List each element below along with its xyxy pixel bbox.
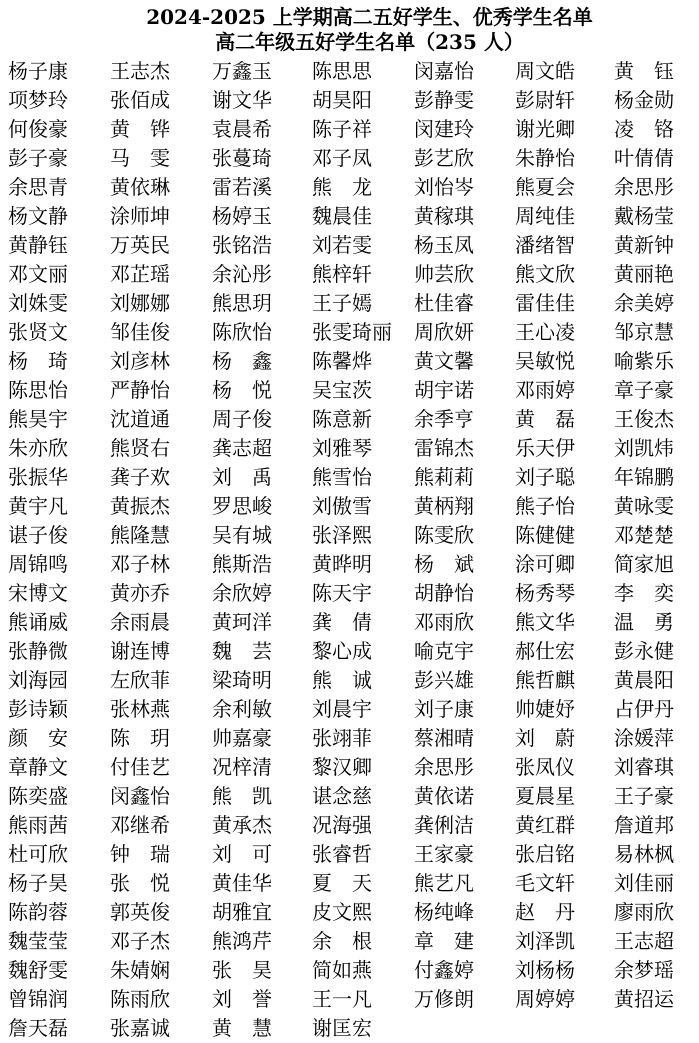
student-name: 黄 铧 — [110, 117, 170, 141]
student-name: 张铭浩 — [212, 233, 272, 257]
student-name: 余季亨 — [414, 407, 474, 431]
name-row — [0, 260, 699, 289]
student-name: 熊鸿芹 — [212, 929, 272, 953]
name-row — [0, 869, 699, 898]
student-name: 帅嘉豪 — [212, 726, 272, 750]
student-name: 雷锦杰 — [414, 436, 474, 460]
student-name: 梁琦明 — [212, 668, 272, 692]
student-name: 项梦玲 — [8, 88, 68, 112]
student-name: 陈意新 — [312, 407, 372, 431]
student-name: 皮文熙 — [312, 900, 372, 924]
student-name: 熊文华 — [515, 610, 575, 634]
student-name: 黄亦乔 — [110, 581, 170, 605]
student-name: 杨子康 — [8, 59, 68, 83]
student-name: 谢光卿 — [515, 117, 575, 141]
student-name: 邓楚楚 — [614, 523, 674, 547]
student-name: 邓子凤 — [312, 146, 372, 170]
student-name: 万英民 — [110, 233, 170, 257]
student-name: 熊雪怡 — [312, 465, 372, 489]
student-name: 张贤文 — [8, 320, 68, 344]
name-row — [0, 57, 699, 86]
student-name: 付鑫婷 — [414, 958, 474, 982]
student-name: 杨 悦 — [212, 378, 272, 402]
student-name: 刘凯炜 — [614, 436, 674, 460]
student-name: 邓子杰 — [110, 929, 170, 953]
student-name: 魏舒雯 — [8, 958, 68, 982]
student-name: 余思彤 — [614, 175, 674, 199]
name-row — [0, 608, 699, 637]
student-name: 帅婕妤 — [515, 697, 575, 721]
name-row — [0, 550, 699, 579]
name-row — [0, 637, 699, 666]
student-name: 颜 安 — [8, 726, 68, 750]
name-row — [0, 666, 699, 695]
student-name: 章 建 — [414, 929, 474, 953]
student-name: 熊夏会 — [515, 175, 575, 199]
student-name: 黄佳华 — [212, 871, 272, 895]
student-name: 余 根 — [312, 929, 372, 953]
student-name: 戴杨莹 — [614, 204, 674, 228]
student-name: 黄咏雯 — [614, 494, 674, 518]
student-name: 彭子豪 — [8, 146, 68, 170]
student-name: 张睿哲 — [312, 842, 372, 866]
student-name: 余梦瑶 — [614, 958, 674, 982]
student-name: 刘泽凯 — [515, 929, 575, 953]
name-row — [0, 782, 699, 811]
name-row — [0, 811, 699, 840]
student-name: 朱静怡 — [515, 146, 575, 170]
student-name: 熊斯浩 — [212, 552, 272, 576]
student-name: 黄静钰 — [8, 233, 68, 257]
student-name: 刘晨宇 — [312, 697, 372, 721]
student-name: 张启铭 — [515, 842, 575, 866]
student-name: 杨婷玉 — [212, 204, 272, 228]
name-row — [0, 173, 699, 202]
student-name: 闵嘉怡 — [414, 59, 474, 83]
student-name: 叶倩倩 — [614, 146, 674, 170]
student-name: 张 昊 — [212, 958, 272, 982]
name-row — [0, 405, 699, 434]
student-name: 余雨晨 — [110, 610, 170, 634]
student-name: 简家旭 — [614, 552, 674, 576]
student-name: 刘若雯 — [312, 233, 372, 257]
student-name: 陈思思 — [312, 59, 372, 83]
student-name: 黄红群 — [515, 813, 575, 837]
student-name: 杨秀琴 — [515, 581, 575, 605]
student-name: 朱婧娴 — [110, 958, 170, 982]
student-name: 严静怡 — [110, 378, 170, 402]
student-name: 章静文 — [8, 755, 68, 779]
student-name: 易林枫 — [614, 842, 674, 866]
student-name: 陈雯欣 — [414, 523, 474, 547]
student-name: 王子嫣 — [312, 291, 372, 315]
student-name: 刘海园 — [8, 668, 68, 692]
student-name: 涂媛萍 — [614, 726, 674, 750]
student-name: 熊 诚 — [312, 668, 372, 692]
student-name: 钟 瑞 — [110, 842, 170, 866]
name-row — [0, 318, 699, 347]
name-row — [0, 956, 699, 985]
student-name: 熊诵威 — [8, 610, 68, 634]
student-name: 杨文静 — [8, 204, 68, 228]
student-name: 张嘉诚 — [110, 1016, 170, 1040]
student-name: 熊哲麒 — [515, 668, 575, 692]
student-name: 占伊丹 — [614, 697, 674, 721]
student-name: 黄柄翔 — [414, 494, 474, 518]
student-name: 魏 芸 — [212, 639, 272, 663]
student-name: 陈欣怡 — [212, 320, 272, 344]
name-row — [0, 86, 699, 115]
student-name: 杨 斌 — [414, 552, 474, 576]
student-name: 熊 龙 — [312, 175, 372, 199]
student-name: 潘绪智 — [515, 233, 575, 257]
student-name: 陈天宇 — [312, 581, 372, 605]
student-name: 陈馨烨 — [312, 349, 372, 373]
student-name: 杜可欣 — [8, 842, 68, 866]
student-name: 张 悦 — [110, 871, 170, 895]
student-name: 熊思玥 — [212, 291, 272, 315]
student-name: 詹道邦 — [614, 813, 674, 837]
student-name: 魏莹莹 — [8, 929, 68, 953]
student-name: 黄珂洋 — [212, 610, 272, 634]
student-name: 邓芷瑶 — [110, 262, 170, 286]
student-name: 刘子康 — [414, 697, 474, 721]
student-name: 黄依琳 — [110, 175, 170, 199]
student-name: 余思彤 — [414, 755, 474, 779]
student-name: 万鑫玉 — [212, 59, 272, 83]
student-name: 袁晨希 — [212, 117, 272, 141]
student-name: 李 奕 — [614, 581, 674, 605]
student-name: 邓雨欣 — [414, 610, 474, 634]
student-name: 帅芸欣 — [414, 262, 474, 286]
student-name: 何俊豪 — [8, 117, 68, 141]
student-name: 王心凌 — [515, 320, 575, 344]
student-name: 罗思峻 — [212, 494, 272, 518]
student-name: 谌念慈 — [312, 784, 372, 808]
student-name: 凌 铬 — [614, 117, 674, 141]
student-name: 熊子怡 — [515, 494, 575, 518]
student-name: 黄招运 — [614, 987, 674, 1011]
student-name: 陈子祥 — [312, 117, 372, 141]
student-name: 黄文馨 — [414, 349, 474, 373]
student-name: 陈奕盛 — [8, 784, 68, 808]
student-name: 张凤仪 — [515, 755, 575, 779]
student-name: 陈思怡 — [8, 378, 68, 402]
student-name: 杨子昊 — [8, 871, 68, 895]
student-name: 熊隆慧 — [110, 523, 170, 547]
student-name: 朱亦欣 — [8, 436, 68, 460]
student-name: 陈 玥 — [110, 726, 170, 750]
student-name: 毛文轩 — [515, 871, 575, 895]
name-row — [0, 231, 699, 260]
name-row — [0, 985, 699, 1014]
student-name: 刘怡岑 — [414, 175, 474, 199]
student-name: 张佰成 — [110, 88, 170, 112]
name-row — [0, 492, 699, 521]
student-name: 谌子俊 — [8, 523, 68, 547]
student-name: 余思青 — [8, 175, 68, 199]
student-name: 胡昊阳 — [312, 88, 372, 112]
student-name: 付佳艺 — [110, 755, 170, 779]
student-name: 彭兴雄 — [414, 668, 474, 692]
student-name: 陈雨欣 — [110, 987, 170, 1011]
student-name: 左欣菲 — [110, 668, 170, 692]
name-row — [0, 289, 699, 318]
student-name: 王一凡 — [312, 987, 372, 1011]
name-row — [0, 376, 699, 405]
student-name: 刘睿琪 — [614, 755, 674, 779]
student-name: 邹佳俊 — [110, 320, 170, 344]
name-row — [0, 724, 699, 753]
student-name: 彭诗颖 — [8, 697, 68, 721]
student-name: 沈道通 — [110, 407, 170, 431]
student-name: 闵鑫怡 — [110, 784, 170, 808]
student-name: 彭静雯 — [414, 88, 474, 112]
student-name: 郝仕宏 — [515, 639, 575, 663]
student-name: 龚子欢 — [110, 465, 170, 489]
name-row — [0, 898, 699, 927]
student-name: 万修朗 — [414, 987, 474, 1011]
name-row — [0, 434, 699, 463]
student-name: 涂可卿 — [515, 552, 575, 576]
student-name: 熊文欣 — [515, 262, 575, 286]
student-name: 刘杨杨 — [515, 958, 575, 982]
student-name: 邓子林 — [110, 552, 170, 576]
student-name: 王志杰 — [110, 59, 170, 83]
name-row — [0, 753, 699, 782]
student-name: 谢连博 — [110, 639, 170, 663]
student-name: 黄 慧 — [212, 1016, 272, 1040]
student-name: 黄 磊 — [515, 407, 575, 431]
student-name: 夏晨星 — [515, 784, 575, 808]
name-row — [0, 579, 699, 608]
student-name: 周子俊 — [212, 407, 272, 431]
student-name: 刘彦林 — [110, 349, 170, 373]
student-name: 王志超 — [614, 929, 674, 953]
student-name: 龚俐洁 — [414, 813, 474, 837]
name-row — [0, 347, 699, 376]
student-name: 刘佳丽 — [614, 871, 674, 895]
student-name: 马 雯 — [110, 146, 170, 170]
student-name: 杨 琦 — [8, 349, 68, 373]
name-row — [0, 927, 699, 956]
student-name: 闵建玲 — [414, 117, 474, 141]
student-name: 胡宇诺 — [414, 378, 474, 402]
student-name: 陈健健 — [515, 523, 575, 547]
student-name: 曾锦润 — [8, 987, 68, 1011]
student-name: 黄宇凡 — [8, 494, 68, 518]
student-name: 王子豪 — [614, 784, 674, 808]
student-name: 龚志超 — [212, 436, 272, 460]
student-name: 余美婷 — [614, 291, 674, 315]
student-name: 章子豪 — [614, 378, 674, 402]
name-row — [0, 463, 699, 492]
student-name: 周欣妍 — [414, 320, 474, 344]
student-name: 郭英俊 — [110, 900, 170, 924]
student-name: 黄晨阳 — [614, 668, 674, 692]
student-name: 温 勇 — [614, 610, 674, 634]
student-name: 黄晔明 — [312, 552, 372, 576]
student-name: 熊 凯 — [212, 784, 272, 808]
student-name: 王俊杰 — [614, 407, 674, 431]
student-name: 黄 钰 — [614, 59, 674, 83]
student-name: 刘雅琴 — [312, 436, 372, 460]
student-name: 况梓清 — [212, 755, 272, 779]
student-name: 黄振杰 — [110, 494, 170, 518]
student-name: 周婷婷 — [515, 987, 575, 1011]
student-name: 周文皓 — [515, 59, 575, 83]
student-name: 张静微 — [8, 639, 68, 663]
student-name: 黄稼琪 — [414, 204, 474, 228]
student-name: 夏 天 — [312, 871, 372, 895]
student-name: 刘娜娜 — [110, 291, 170, 315]
student-name: 熊莉莉 — [414, 465, 474, 489]
student-name: 况海强 — [312, 813, 372, 837]
student-name: 吴有城 — [212, 523, 272, 547]
student-name: 熊雨茜 — [8, 813, 68, 837]
student-name: 刘 可 — [212, 842, 272, 866]
student-name: 熊艺凡 — [414, 871, 474, 895]
student-name: 刘傲雪 — [312, 494, 372, 518]
student-name: 吴宝茨 — [312, 378, 372, 402]
student-name: 张林燕 — [110, 697, 170, 721]
student-name: 余利敏 — [212, 697, 272, 721]
student-name: 谢文华 — [212, 88, 272, 112]
student-name: 邓文丽 — [8, 262, 68, 286]
student-name: 邓继希 — [110, 813, 170, 837]
student-name: 张振华 — [8, 465, 68, 489]
student-name: 杨玉凤 — [414, 233, 474, 257]
student-name: 杨纯峰 — [414, 900, 474, 924]
name-row — [0, 144, 699, 173]
student-name: 彭永健 — [614, 639, 674, 663]
student-name: 周锦鸣 — [8, 552, 68, 576]
student-name: 胡雅宜 — [212, 900, 272, 924]
student-name: 熊梓轩 — [312, 262, 372, 286]
student-name: 黄承杰 — [212, 813, 272, 837]
student-name: 廖雨欣 — [614, 900, 674, 924]
student-name: 詹天磊 — [8, 1016, 68, 1040]
student-name: 黄丽艳 — [614, 262, 674, 286]
student-name: 熊昊宇 — [8, 407, 68, 431]
student-name: 余沁彤 — [212, 262, 272, 286]
student-name: 张雯琦丽 — [312, 320, 392, 344]
name-row — [0, 115, 699, 144]
student-name: 张泽熙 — [312, 523, 372, 547]
name-row — [0, 202, 699, 231]
student-name: 余欣婷 — [212, 581, 272, 605]
student-name: 刘姝雯 — [8, 291, 68, 315]
student-name: 喻紫乐 — [614, 349, 674, 373]
student-name: 宋博文 — [8, 581, 68, 605]
student-name: 彭尉轩 — [515, 88, 575, 112]
name-row — [0, 840, 699, 869]
student-name: 吴敏悦 — [515, 349, 575, 373]
student-name: 魏晨佳 — [312, 204, 372, 228]
student-name: 杜佳睿 — [414, 291, 474, 315]
student-name: 黎汉卿 — [312, 755, 372, 779]
student-name: 刘 蔚 — [515, 726, 575, 750]
student-name: 杨金勋 — [614, 88, 674, 112]
student-name: 喻克宇 — [414, 639, 474, 663]
student-name: 涂师坤 — [110, 204, 170, 228]
student-name: 熊贤右 — [110, 436, 170, 460]
student-name: 年锦鹏 — [614, 465, 674, 489]
student-name: 邓雨婷 — [515, 378, 575, 402]
student-name: 邹京慧 — [614, 320, 674, 344]
student-name: 简如燕 — [312, 958, 372, 982]
student-name: 黎心成 — [312, 639, 372, 663]
student-name: 刘 禹 — [212, 465, 272, 489]
student-name: 周纯佳 — [515, 204, 575, 228]
student-name: 蔡湘晴 — [414, 726, 474, 750]
page-title: 2024-2025 上学期高二五好学生、优秀学生名单 — [146, 5, 593, 29]
student-name: 乐天伊 — [515, 436, 575, 460]
student-name: 雷佳佳 — [515, 291, 575, 315]
student-name: 刘 誉 — [212, 987, 272, 1011]
student-name: 雷若溪 — [212, 175, 272, 199]
student-name: 胡静怡 — [414, 581, 474, 605]
student-name: 王家豪 — [414, 842, 474, 866]
student-name: 谢匡宏 — [312, 1016, 372, 1040]
name-row — [0, 695, 699, 724]
student-name: 赵 丹 — [515, 900, 575, 924]
student-name: 杨 鑫 — [212, 349, 272, 373]
page-subtitle: 高二年级五好学生名单（235 人） — [215, 30, 524, 54]
student-name: 黄依诺 — [414, 784, 474, 808]
student-name: 张翊菲 — [312, 726, 372, 750]
student-name: 黄新钟 — [614, 233, 674, 257]
student-name: 张蔓琦 — [212, 146, 272, 170]
student-name: 龚 倩 — [312, 610, 372, 634]
name-row — [0, 521, 699, 550]
name-list-grid — [0, 57, 699, 1043]
student-name: 彭艺欣 — [414, 146, 474, 170]
student-name: 陈韵蓉 — [8, 900, 68, 924]
name-row — [0, 1014, 699, 1043]
student-name: 刘子聪 — [515, 465, 575, 489]
